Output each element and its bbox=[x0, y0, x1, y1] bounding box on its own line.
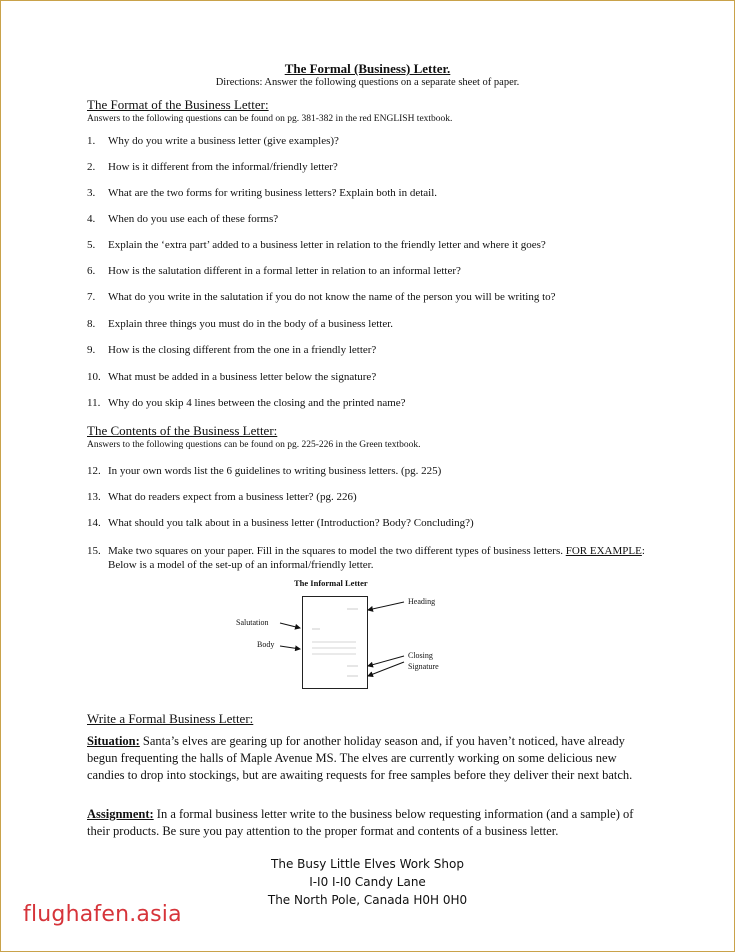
question-item bbox=[87, 344, 376, 356]
format-section-heading: The Format of the Business Letter: bbox=[87, 97, 269, 112]
write-section-heading: Write a Formal Business Letter: bbox=[87, 711, 254, 726]
question-text: Explain three things you must do in the body of a business letter. bbox=[108, 318, 394, 330]
address-line-2: I-I0 I-I0 Candy Lane bbox=[309, 875, 426, 889]
question-number: 13. bbox=[87, 491, 101, 503]
page-title: The Formal (Business) Letter. bbox=[284, 61, 451, 76]
question-text: How is the closing different from the one in a friendly letter? bbox=[108, 344, 377, 356]
question-number: 3. bbox=[87, 187, 96, 199]
question-text bbox=[108, 544, 647, 572]
question-text: When do you use each of these forms? bbox=[108, 213, 279, 225]
question-text: What are the two forms for writing business letters? Explain both in detail. bbox=[108, 187, 438, 199]
question-item bbox=[87, 491, 357, 503]
informal-letter-diagram bbox=[232, 578, 452, 693]
contents-section-note: Answers to the following questions can be found on pg. 225-226 in the Green textbook. bbox=[87, 440, 421, 450]
body-label: Body bbox=[257, 640, 275, 649]
question-item bbox=[87, 371, 376, 383]
question-number: 14. bbox=[87, 517, 101, 529]
question-item bbox=[87, 291, 556, 303]
question-number: 11. bbox=[87, 397, 101, 409]
question-item bbox=[87, 265, 461, 277]
directions-text: Directions: Answer the following questions on a separate sheet of paper. bbox=[215, 77, 520, 88]
question-text: What must be added in a business letter below the signature? bbox=[108, 371, 377, 383]
question-number: 12. bbox=[87, 465, 101, 477]
diagram-lines bbox=[232, 578, 452, 693]
question-item bbox=[87, 187, 437, 199]
address-line-3: The North Pole, Canada H0H 0H0 bbox=[267, 893, 468, 907]
question-number: 2. bbox=[87, 161, 96, 173]
question-item bbox=[87, 239, 546, 251]
assignment-paragraph bbox=[87, 806, 647, 840]
question-number: 5. bbox=[87, 239, 96, 251]
question-number: 6. bbox=[87, 265, 96, 277]
assignment-text: In a formal business letter write to the business below requesting information (and a sample) of their products. Be sure you pay attention to the proper format and contents of a business letter. bbox=[87, 807, 634, 838]
question-item bbox=[87, 161, 338, 173]
question-item bbox=[87, 135, 339, 147]
question-number: 7. bbox=[87, 291, 96, 303]
situation-text: Santa’s elves are gearing up for another holiday season and, if you haven’t noticed, have already begun frequenting the halls of Maple Avenue MS. The elves are currently working on some delicious new candies to drop into stockings, but are awaiting requests for free samples before they deliver their next batch. bbox=[87, 734, 633, 782]
question-text: Explain the ‘extra part’ added to a business letter in relation to the friendly letter and where it goes? bbox=[108, 239, 546, 251]
question-item-15 bbox=[87, 544, 647, 572]
question-number: 10. bbox=[87, 371, 101, 383]
question-item bbox=[87, 318, 393, 330]
question-item bbox=[87, 517, 474, 529]
question-item bbox=[87, 213, 278, 225]
question-text: What should you talk about in a business letter (Introduction? Body? Concluding?) bbox=[108, 517, 474, 529]
question-number: 15. bbox=[87, 545, 101, 557]
question-number: 1. bbox=[87, 135, 96, 147]
format-section-note: Answers to the following questions can be found on pg. 381-382 in the red ENGLISH textbook. bbox=[87, 114, 453, 124]
diagram-title: The Informal Letter bbox=[294, 578, 368, 588]
heading-arrow bbox=[368, 602, 404, 610]
question-number: 8. bbox=[87, 318, 96, 330]
salutation-arrow bbox=[280, 623, 300, 628]
question-text-part: Make two squares on your paper. Fill in the squares to model the two different types of business letters. bbox=[108, 545, 566, 557]
situation-paragraph bbox=[87, 733, 647, 784]
question-text: What do you write in the salutation if you do not know the name of the person you will be writing to? bbox=[108, 291, 556, 303]
watermark-logo: flughafen.asia bbox=[23, 902, 182, 927]
question-text: How is it different from the informal/friendly letter? bbox=[108, 161, 338, 173]
salutation-label: Salutation bbox=[236, 618, 269, 627]
question-text: Why do you skip 4 lines between the closing and the printed name? bbox=[108, 397, 406, 409]
assignment-label: Assignment: bbox=[87, 807, 154, 821]
question-text: How is the salutation different in a formal letter in relation to an informal letter? bbox=[108, 265, 461, 277]
question-number: 4. bbox=[87, 213, 96, 225]
situation-label: Situation: bbox=[87, 734, 140, 748]
question-number: 9. bbox=[87, 344, 96, 356]
question-item bbox=[87, 465, 441, 477]
question-text: Why do you write a business letter (give examples)? bbox=[108, 135, 339, 147]
heading-label: Heading bbox=[408, 597, 436, 606]
contents-section-heading: The Contents of the Business Letter: bbox=[87, 423, 278, 438]
body-arrow bbox=[280, 646, 300, 649]
question-item bbox=[87, 397, 406, 409]
question-text-part: : Below is a model of the set-up of an informal/friendly letter. bbox=[108, 545, 645, 571]
signature-label: Signature bbox=[408, 662, 439, 671]
closing-label: Closing bbox=[408, 651, 433, 660]
for-example-label: FOR EXAMPLE bbox=[565, 545, 642, 557]
address-line-1: The Busy Little Elves Work Shop bbox=[271, 857, 464, 871]
question-text: What do readers expect from a business letter? (pg. 226) bbox=[108, 491, 357, 503]
question-text: In your own words list the 6 guidelines to writing business letters. (pg. 225) bbox=[108, 465, 442, 477]
